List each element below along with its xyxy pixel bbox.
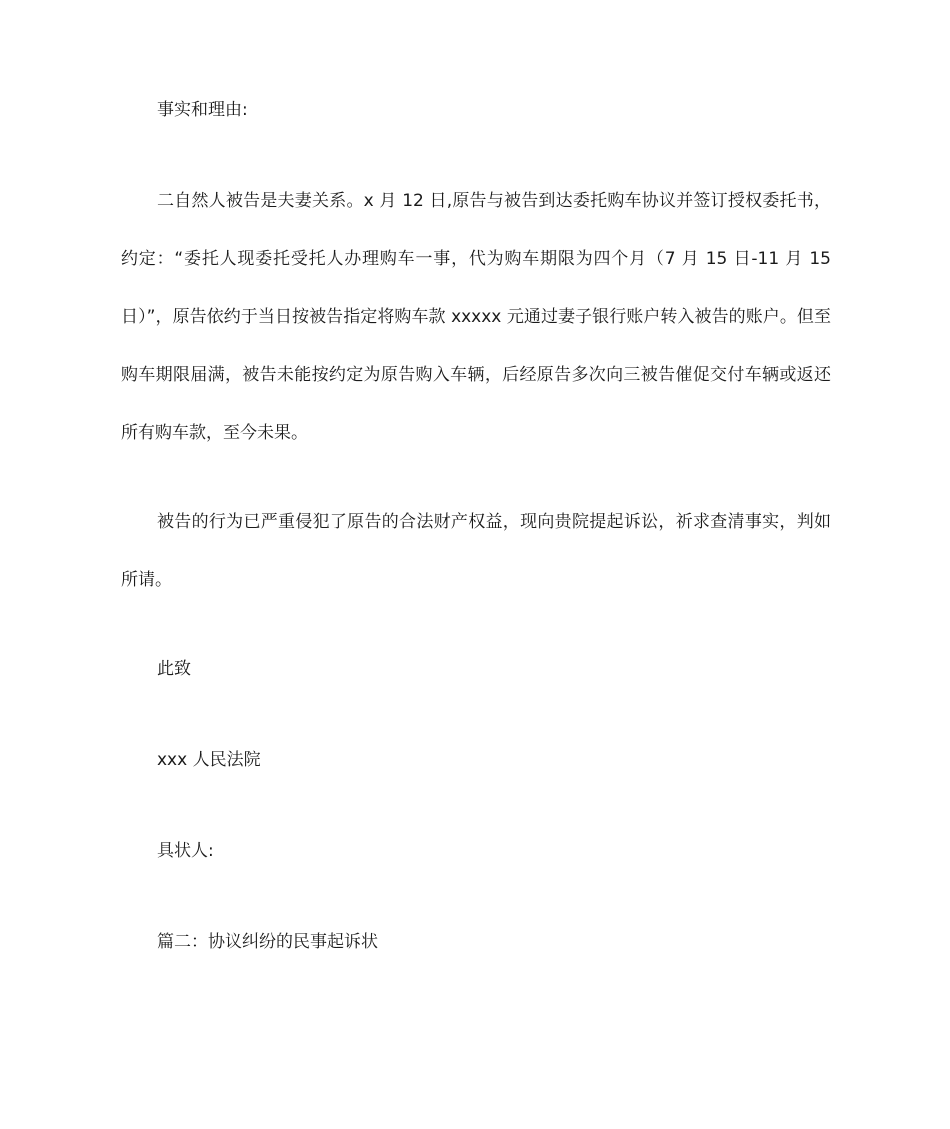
salutation: 此致 — [157, 659, 191, 679]
signer-label: 具状人: — [157, 841, 214, 861]
facts-paragraph: 二自然人被告是夫妻关系。x 月 12 日,原告与被告到达委托购车协议并签订授权委托书，约定：“委托人现委托受托人办理购车一事，代为购车期限为四个月（7 月 15 日-11 月 15 日）”，原告依约于当日按被告指定将购车款 xxxxx 元通过妻子银行账户转入被告的账户。但至购车期限届满，被告未能按约定为原告购入车辆，后经原告多次向三被告催促交付车辆或返还所有购车款，至今未果。 — [121, 191, 831, 443]
next-section-title: 篇二：协议纠纷的民事起诉状 — [157, 932, 378, 952]
facts-heading: 事实和理由: — [157, 100, 248, 120]
court-name: xxx 人民法院 — [157, 750, 261, 770]
request-paragraph: 被告的行为已严重侵犯了原告的合法财产权益，现向贵院提起诉讼，祈求查清事实，判如所请。 — [121, 512, 831, 590]
